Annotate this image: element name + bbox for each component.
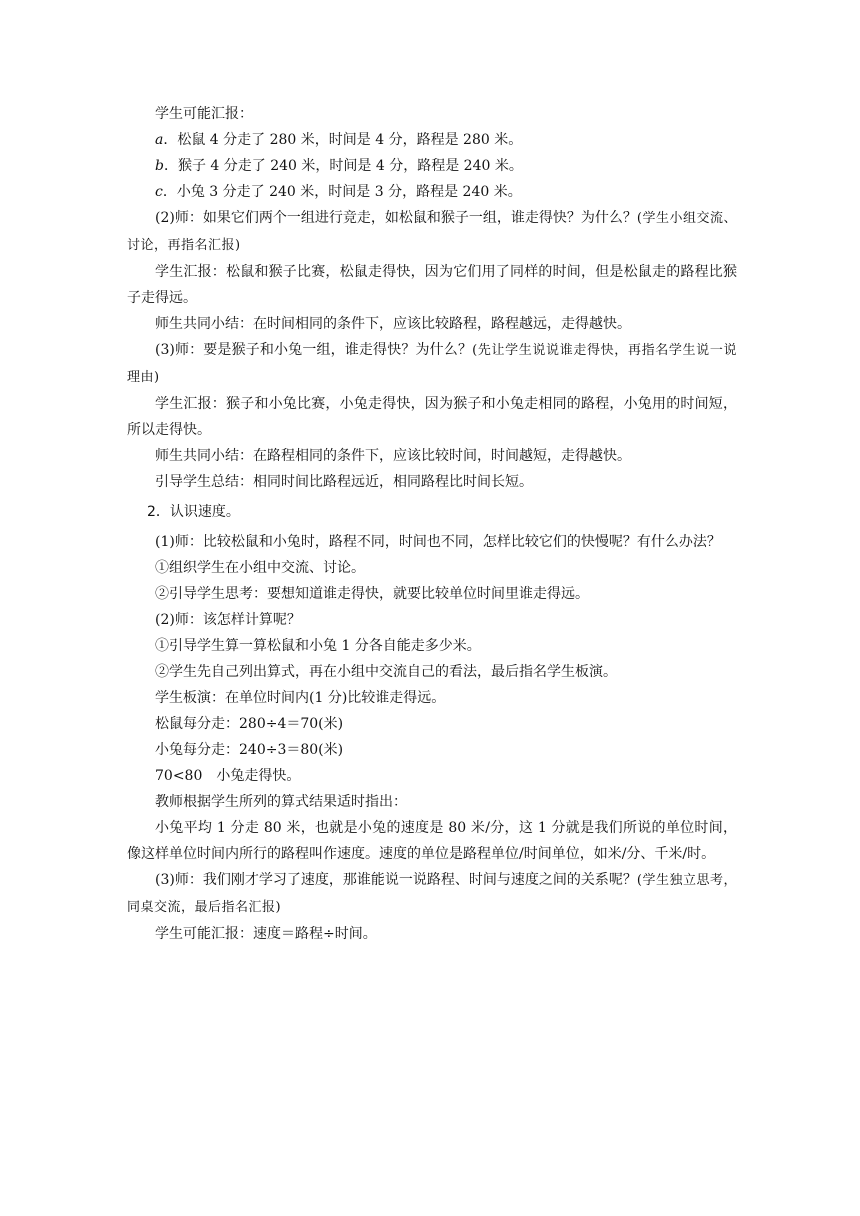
equation-rabbit: 小兔每分走：240÷3＝80(米): [155, 742, 344, 758]
paragraph-summary-2: 师生共同小结：在路程相同的条件下，应该比较时间，时间越短，走得越快。: [155, 448, 631, 464]
paragraph-speed-definition: 小兔平均 1 分走 80 米，也就是小兔的速度是 80 米/分，这 1 分就是我们所说的单位时间，像这样单位时间内所行的路程叫作速度。速度的单位是路程单位/时间单位，如米/分、千米/时。: [127, 820, 737, 862]
paragraph-option-c: [127, 179, 737, 205]
document-body: [127, 101, 737, 947]
paragraph-speed-question-1: (1)师：比较松鼠和小兔时，路程不同，时间也不同，怎样比较它们的快慢呢？有什么办法？: [155, 534, 721, 550]
paragraph-step-discuss: ①组织学生在小组中交流、讨论。: [155, 560, 365, 576]
paragraph-step-calc: ①引导学生算一算松鼠和小兔 1 分各自能走多少米。: [155, 638, 481, 654]
question-3-note: (先让学生说说谁走得快，再指名学生说一说理由): [127, 343, 737, 385]
question-speed-3-text: (3)师：我们刚才学习了速度，那谁能说一说路程、时间与速度之间的关系呢？: [155, 872, 637, 888]
question-2-note: (学生小组交流、讨论，再指名汇报): [127, 211, 737, 253]
option-label-b: b: [155, 158, 164, 174]
paragraph-student-report-1: 学生汇报：松鼠和猴子比赛，松鼠走得快，因为它们用了同样的时间，但是松鼠走的路程比猴子走得远。: [127, 264, 737, 306]
paragraph-report-intro: 学生可能汇报：: [155, 106, 253, 122]
paragraph-student-report-2: 学生汇报：猴子和小兔比赛，小兔走得快，因为猴子和小兔走相同的路程，小兔用的时间短，所以走得快。: [127, 396, 737, 438]
paragraph-question-2: [127, 205, 737, 259]
paragraph-step-think: ②引导学生思考：要想知道谁走得快，就要比较单位时间里谁走得远。: [155, 586, 589, 602]
paragraph-speed-question-3: [127, 867, 737, 921]
question-3-text: (3)师：要是猴子和小兔一组，谁走得快？为什么？: [155, 342, 473, 358]
question-2-text: (2)师：如果它们两个一组进行竞走，如松鼠和猴子一组，谁走得快？为什么？: [155, 210, 637, 226]
paragraph-board-work: 学生板演：在单位时间内(1 分)比较谁走得远。: [155, 690, 446, 706]
paragraph-question-3: [127, 337, 737, 391]
paragraph-summary-1: 师生共同小结：在时间相同的条件下，应该比较路程，路程越远，走得越快。: [155, 316, 631, 332]
comparison-result: 70<80 小兔走得快。: [155, 768, 301, 784]
paragraph-formula: 学生可能汇报：速度＝路程÷时间。: [155, 926, 377, 942]
paragraph-step-board: ②学生先自己列出算式，再在小组中交流自己的看法，最后指名学生板演。: [155, 664, 617, 680]
option-text-b: ．猴子 4 分走了 240 米，时间是 4 分，路程是 240 米。: [163, 158, 523, 174]
paragraph-guided-summary: 引导学生总结：相同时间比路程远近，相同路程比时间长短。: [155, 474, 533, 490]
option-label-a: a: [155, 132, 164, 148]
paragraph-option-b: [127, 153, 737, 179]
option-label-c: c: [155, 184, 163, 200]
section-heading-speed: 2．认识速度。: [147, 504, 240, 520]
question-speed-3-note: (学生独立思考，同桌交流，最后指名汇报): [127, 873, 737, 915]
paragraph-option-a: [127, 127, 737, 153]
option-text-a: ．松鼠 4 分走了 280 米，时间是 4 分，路程是 280 米。: [163, 132, 523, 148]
paragraph-teacher-point: 教师根据学生所列的算式结果适时指出：: [155, 794, 407, 810]
equation-squirrel: 松鼠每分走：280÷4＝70(米): [155, 716, 344, 732]
option-text-c: ．小兔 3 分走了 240 米，时间是 3 分，路程是 240 米。: [162, 184, 522, 200]
paragraph-speed-question-2: (2)师：该怎样计算呢？: [155, 612, 301, 628]
